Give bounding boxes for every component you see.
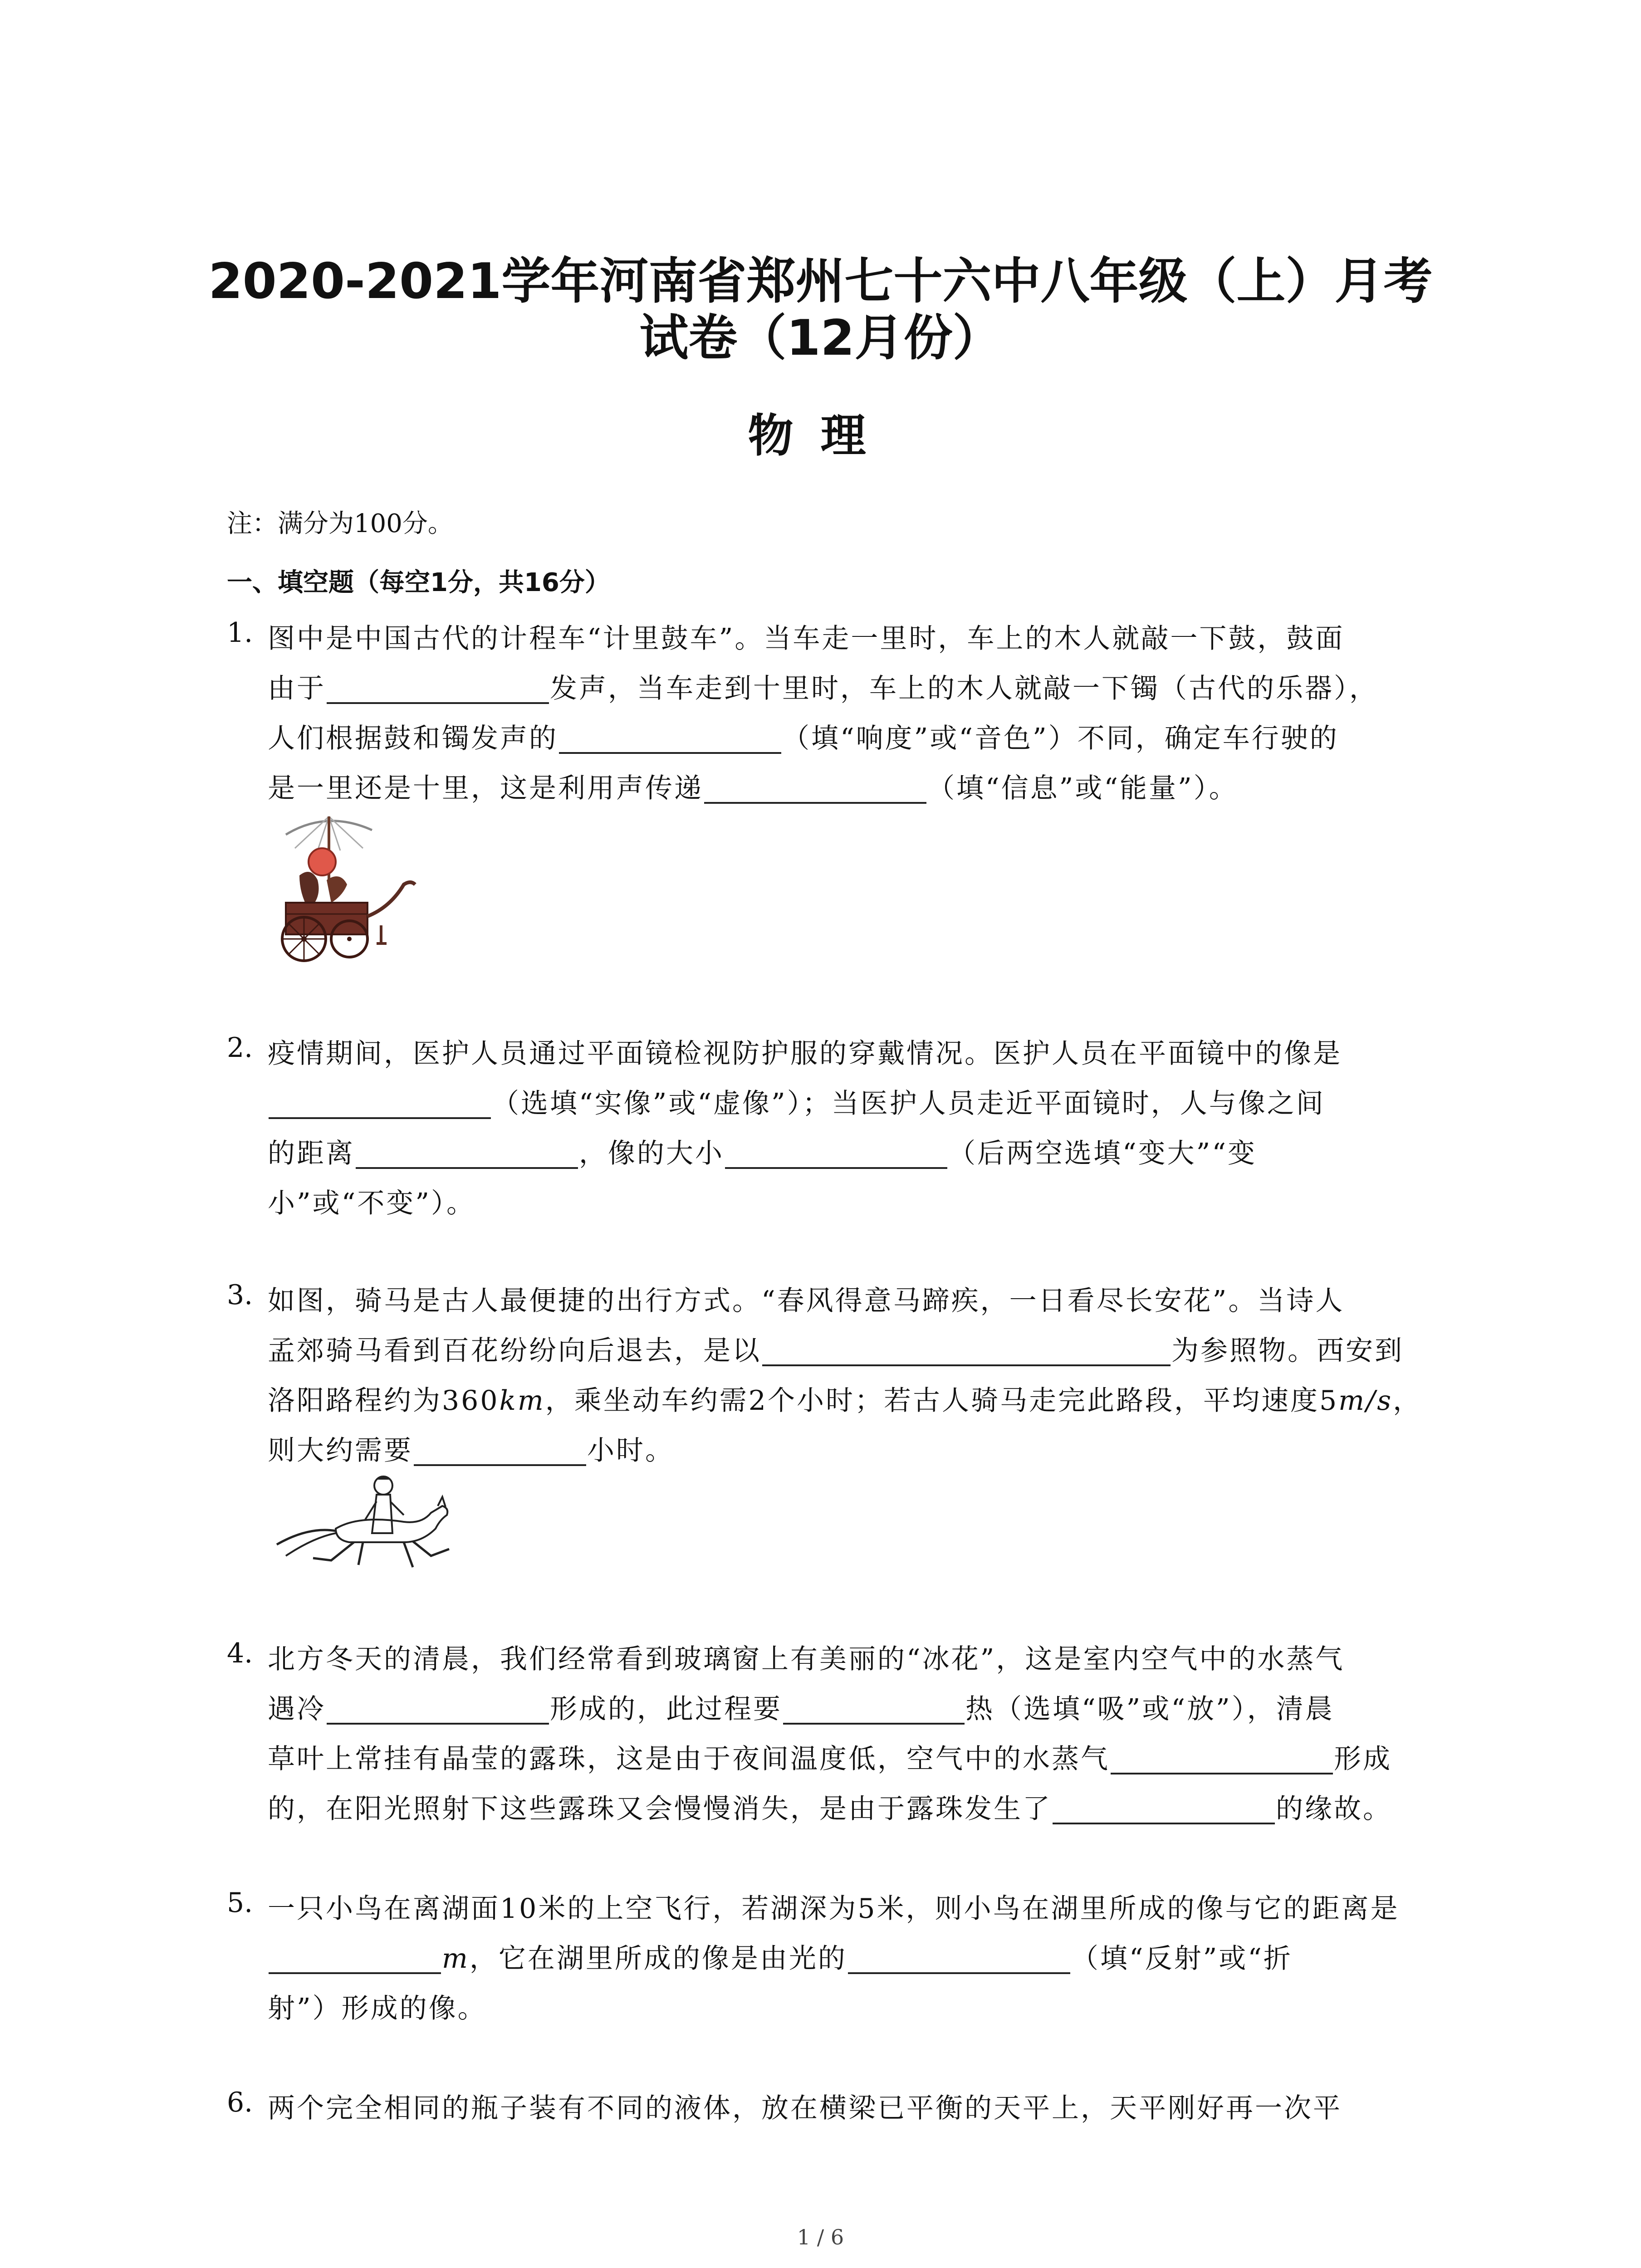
answer-blank[interactable] (559, 726, 781, 754)
q3-line1: 如图，骑马是古人最便捷的出行方式。“春风得意马蹄疾，一日看尽长安花”。当诗人 (268, 1285, 1345, 1317)
q4-line1: 北方冬天的清晨，我们经常看到玻璃窗上有美丽的“冰花”，这是室内空气中的水蒸气 (268, 1643, 1345, 1675)
q5-text: （填“反射”或“折 (1071, 1943, 1293, 1975)
page-number: 1 / 6 (797, 2225, 844, 2249)
q1-line3 (268, 717, 1339, 756)
q2-text: （后两空选填“变大”“变 (948, 1138, 1257, 1169)
question-number: 6. (227, 2087, 253, 2118)
q3-text: 为参照物。西安到 (1171, 1335, 1404, 1367)
horse-rider-image (268, 1470, 463, 1574)
q3-text: ，乘坐动车约需2个小时；若古人骑马走完此路段，平均速度5 (545, 1385, 1339, 1417)
q4-text: 的缘故。 (1276, 1793, 1392, 1825)
q2-text: 的距离 (268, 1138, 355, 1169)
answer-blank[interactable] (269, 1946, 441, 1974)
q5-line1: 一只小鸟在离湖面10米的上空飞行，若湖深为5米，则小鸟在湖里所成的像与它的距离是 (268, 1893, 1400, 1925)
q4-line4 (268, 1787, 1392, 1826)
answer-blank[interactable] (762, 1338, 1171, 1366)
answer-blank[interactable] (1053, 1796, 1275, 1824)
exam-title-line1: 2020-2021学年河南省郑州七十六中八年级（上）月考 (208, 253, 1433, 310)
q5-line3: 射”）形成的像。 (268, 1993, 487, 2024)
q1-text: 是一里还是十里，这是利用声传递 (268, 772, 703, 804)
answer-blank[interactable] (1111, 1746, 1333, 1774)
question-number: 3. (227, 1279, 253, 1311)
q2-line4: 小”或“不变”）。 (268, 1188, 476, 1219)
answer-blank[interactable] (327, 676, 549, 704)
q6-line1: 两个完全相同的瓶子装有不同的液体，放在横梁已平衡的天平上，天平刚好再一次平 (268, 2092, 1342, 2124)
q4-text: 形成的，此过程要 (550, 1693, 782, 1725)
q1-text: 发声，当车走到十里时，车上的木人就敲一下镯（古代的乐器）， (550, 673, 1378, 704)
q2-line3 (268, 1132, 1257, 1171)
answer-blank[interactable] (783, 1696, 965, 1725)
q5-text: ，它在湖里所成的像是由光的 (469, 1943, 847, 1975)
q1-text: （填“信息”或“能量”）。 (927, 772, 1238, 804)
answer-blank[interactable] (269, 1091, 491, 1119)
q4-line3 (268, 1737, 1392, 1776)
section-heading: 一、填空题（每空1分，共16分） (227, 568, 610, 597)
q3-text: 孟郊骑马看到百花纷纷向后退去，是以 (268, 1335, 761, 1367)
exam-title-line2: 试卷（12月份） (639, 310, 1002, 367)
q1-text: 人们根据鼓和镯发声的 (268, 723, 558, 754)
q3-text: 洛阳路程约为360 (268, 1385, 500, 1417)
question-number: 5. (227, 1887, 253, 1919)
q1-text: （填“响度”或“音色”）不同，确定车行驶的 (782, 723, 1339, 754)
unit-m: m (442, 1943, 470, 1975)
q2-text: （选填“实像”或“虚像”）；当医护人员走近平面镜时，人与像之间 (492, 1088, 1325, 1119)
question-number: 1. (227, 617, 253, 649)
q1-text: 由于 (268, 673, 326, 704)
q2-line1: 疫情期间，医护人员通过平面镜检视防护服的穿戴情况。医护人员在平面镜中的像是 (268, 1038, 1342, 1070)
q3-line3 (268, 1379, 1422, 1418)
answer-blank[interactable] (848, 1946, 1070, 1974)
q4-text: 遇冷 (268, 1693, 326, 1725)
q1-line2 (268, 667, 1378, 706)
q3-text: ， (1393, 1385, 1422, 1417)
q5-line2 (268, 1937, 1293, 1976)
q2-text: ，像的大小 (579, 1138, 724, 1169)
q3-text: 小时。 (587, 1435, 674, 1466)
q3-text: 则大约需要 (268, 1435, 413, 1466)
q4-line2 (268, 1687, 1334, 1726)
q1-line1: 图中是中国古代的计程车“计里鼓车”。当车走一里时，车上的木人就敲一下鼓，鼓面 (268, 623, 1345, 655)
unit-mps: m/s (1338, 1385, 1393, 1417)
subject-heading: 物理 (748, 409, 893, 462)
answer-blank[interactable] (725, 1141, 947, 1169)
q1-line4 (268, 767, 1238, 806)
answer-blank[interactable] (327, 1696, 549, 1725)
answer-blank[interactable] (356, 1141, 578, 1169)
drum-cart-image (268, 812, 422, 966)
answer-blank[interactable] (414, 1438, 586, 1466)
q2-line2 (268, 1082, 1325, 1121)
q3-line4 (268, 1429, 674, 1468)
q3-line2 (268, 1329, 1404, 1368)
q4-text: 形成 (1334, 1743, 1392, 1775)
q4-text: 草叶上常挂有晶莹的露珠，这是由于夜间温度低，空气中的水蒸气 (268, 1743, 1110, 1775)
question-number: 4. (227, 1637, 253, 1669)
q4-text: 的，在阳光照射下这些露珠又会慢慢消失，是由于露珠发生了 (268, 1793, 1052, 1825)
unit-km: km (499, 1385, 545, 1417)
score-note: 注：满分为100分。 (227, 509, 453, 538)
answer-blank[interactable] (704, 776, 926, 804)
question-number: 2. (227, 1032, 253, 1064)
q4-text: 热（选填“吸”或“放”），清晨 (965, 1693, 1334, 1725)
